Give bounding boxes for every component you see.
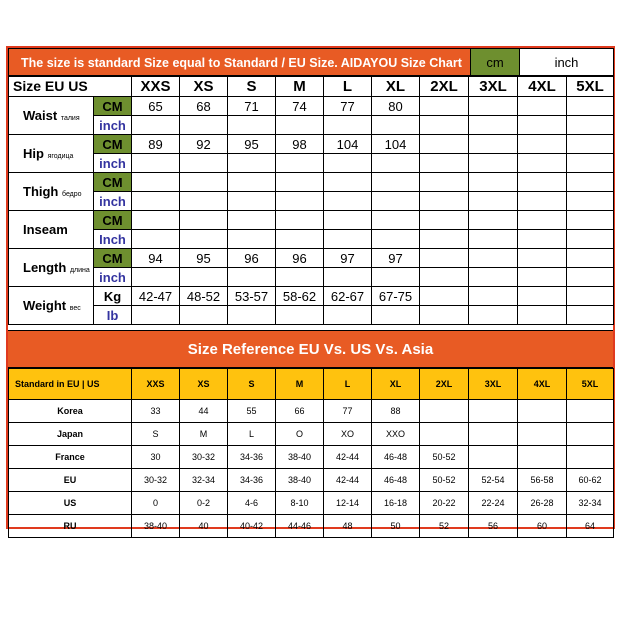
measure-name: Waist (23, 108, 58, 123)
reference-value (518, 400, 567, 423)
measure-value-empty (420, 230, 469, 249)
measure-value (228, 211, 276, 230)
reference-value (469, 423, 518, 446)
size-header-xl: XL (372, 76, 420, 97)
reference-value (469, 400, 518, 423)
country-label: Korea (9, 400, 132, 423)
measure-value: 95 (228, 135, 276, 154)
measure-value-empty (372, 192, 420, 211)
reference-value: 16-18 (372, 492, 420, 515)
reference-value: 0-2 (180, 492, 228, 515)
reference-value: O (276, 423, 324, 446)
size-header-row (9, 76, 614, 97)
measure-value-empty (228, 192, 276, 211)
measure-value-empty (276, 230, 324, 249)
measure-value (469, 97, 518, 116)
measure-row-inch (9, 192, 614, 211)
measure-value-empty (469, 154, 518, 173)
measure-row-inch (9, 116, 614, 135)
reference-value: 55 (228, 400, 276, 423)
measure-value (180, 173, 228, 192)
reference-value (420, 400, 469, 423)
reference-value (567, 423, 614, 446)
country-label: RU (9, 515, 132, 538)
measure-value: 89 (132, 135, 180, 154)
measure-value: 48-52 (180, 287, 228, 306)
measure-value-empty (228, 230, 276, 249)
measure-row-hip (9, 135, 614, 154)
reference-header-xl: XL (372, 369, 420, 400)
measure-value: 62-67 (324, 287, 372, 306)
measure-value (420, 287, 469, 306)
reference-value: 4-6 (228, 492, 276, 515)
reference-header-l: L (324, 369, 372, 400)
measure-value-empty (228, 116, 276, 135)
measure-name-ru: бедро (62, 191, 82, 198)
measure-value (518, 287, 567, 306)
measure-value-empty (420, 306, 469, 325)
reference-value: 52 (420, 515, 469, 538)
reference-value (567, 446, 614, 469)
measure-value: 74 (276, 97, 324, 116)
measure-value-empty (324, 116, 372, 135)
reference-header-3xl: 3XL (469, 369, 518, 400)
measure-value: 96 (228, 249, 276, 268)
reference-value: 60-62 (567, 469, 614, 492)
reference-value: XXO (372, 423, 420, 446)
reference-title: Size Reference EU Vs. US Vs. Asia (8, 330, 613, 368)
measure-name: Thigh (23, 184, 59, 199)
measure-value-empty (567, 192, 614, 211)
measure-value (518, 249, 567, 268)
measure-value-empty (518, 116, 567, 135)
measure-name: Hip (23, 146, 44, 161)
measure-value: 77 (324, 97, 372, 116)
measure-value-empty (518, 154, 567, 173)
measure-value: 97 (372, 249, 420, 268)
reference-value: 52-54 (469, 469, 518, 492)
measure-value (228, 173, 276, 192)
measure-value (324, 211, 372, 230)
measure-value-empty (276, 306, 324, 325)
size-table (8, 75, 614, 325)
measure-value: 94 (132, 249, 180, 268)
size-chart (6, 46, 615, 529)
measure-value: 53-57 (228, 287, 276, 306)
reference-value: S (132, 423, 180, 446)
reference-corner-label: Standard in EU | US (9, 369, 132, 400)
reference-value: 60 (518, 515, 567, 538)
measure-value-empty (132, 306, 180, 325)
country-label: Japan (9, 423, 132, 446)
unit-label-secondary: Ib (94, 306, 132, 325)
measure-value-empty (132, 192, 180, 211)
measure-value-empty (518, 230, 567, 249)
measure-value (420, 211, 469, 230)
unit-label-primary: CM (94, 135, 132, 154)
reference-value: 26-28 (518, 492, 567, 515)
unit-label-secondary: inch (94, 116, 132, 135)
measure-value-empty (132, 116, 180, 135)
chart-banner (8, 48, 614, 77)
measure-value (420, 135, 469, 154)
reference-value: 42-44 (324, 469, 372, 492)
measure-name-ru: вес (69, 305, 81, 312)
unit-label-primary: CM (94, 211, 132, 230)
unit-label-secondary: inch (94, 154, 132, 173)
measure-value-empty (372, 154, 420, 173)
reference-value: 50 (372, 515, 420, 538)
reference-value: XO (324, 423, 372, 446)
measure-value (420, 97, 469, 116)
reference-value: 50-52 (420, 469, 469, 492)
measure-value-empty (567, 306, 614, 325)
measure-value (180, 211, 228, 230)
measure-value (276, 173, 324, 192)
reference-value: 12-14 (324, 492, 372, 515)
unit-label-primary: CM (94, 173, 132, 192)
measure-name-ru: талия (60, 115, 80, 122)
measure-row-inch (9, 306, 614, 325)
measure-row-inch (9, 268, 614, 287)
reference-header-row (9, 369, 614, 400)
measure-value-empty (372, 116, 420, 135)
measure-value (567, 97, 614, 116)
measure-value-empty (276, 116, 324, 135)
reference-value: 64 (567, 515, 614, 538)
measure-value: 98 (276, 135, 324, 154)
reference-row-eu (9, 469, 614, 492)
measure-value (469, 135, 518, 154)
size-header-3xl: 3XL (469, 76, 518, 97)
measure-row-weight (9, 287, 614, 306)
measure-value-empty (132, 230, 180, 249)
measure-value-empty (324, 268, 372, 287)
reference-value: 40-42 (228, 515, 276, 538)
measure-row-inch (9, 154, 614, 173)
measure-value-empty (228, 306, 276, 325)
measure-value: 42-47 (132, 287, 180, 306)
measure-value-empty (518, 268, 567, 287)
measure-value-empty (420, 116, 469, 135)
measure-value-empty (324, 154, 372, 173)
measure-value: 67-75 (372, 287, 420, 306)
unit-label-primary: Kg (94, 287, 132, 306)
reference-value: 44-46 (276, 515, 324, 538)
reference-value: 46-48 (372, 446, 420, 469)
size-header-xxs: XXS (132, 76, 180, 97)
reference-value: 38-40 (276, 446, 324, 469)
measure-value (324, 173, 372, 192)
reference-value: 66 (276, 400, 324, 423)
reference-value: 44 (180, 400, 228, 423)
measure-name-ru: ягодица (47, 153, 74, 160)
measure-name: Inseam (23, 222, 68, 237)
measure-value-empty (276, 192, 324, 211)
reference-header-5xl: 5XL (567, 369, 614, 400)
measure-value: 80 (372, 97, 420, 116)
measure-value (518, 135, 567, 154)
reference-value: 46-48 (372, 469, 420, 492)
measure-value-empty (567, 154, 614, 173)
measure-value-empty (132, 268, 180, 287)
size-header-m: M (276, 76, 324, 97)
measure-value-empty (228, 268, 276, 287)
measure-value (567, 249, 614, 268)
measure-value-empty (518, 306, 567, 325)
measure-value (567, 287, 614, 306)
measure-row-inseam (9, 211, 614, 230)
measure-label (9, 135, 94, 173)
measure-value: 96 (276, 249, 324, 268)
reference-header-4xl: 4XL (518, 369, 567, 400)
reference-header-m: M (276, 369, 324, 400)
measure-value-empty (180, 306, 228, 325)
measure-value: 92 (180, 135, 228, 154)
reference-value: 77 (324, 400, 372, 423)
measure-value-empty (469, 116, 518, 135)
reference-value: 34-36 (228, 469, 276, 492)
reference-header-xs: XS (180, 369, 228, 400)
measure-row-waist (9, 97, 614, 116)
measure-value: 58-62 (276, 287, 324, 306)
measure-value (518, 211, 567, 230)
measure-row-length (9, 249, 614, 268)
reference-value: 38-40 (132, 515, 180, 538)
measure-value-empty (276, 154, 324, 173)
measure-value: 95 (180, 249, 228, 268)
measure-value-empty (469, 268, 518, 287)
measure-value-empty (180, 116, 228, 135)
reference-value: 30-32 (132, 469, 180, 492)
reference-value: 38-40 (276, 469, 324, 492)
reference-row-ru (9, 515, 614, 538)
size-corner-label: Size EU US (9, 76, 132, 97)
measure-value (469, 173, 518, 192)
reference-value (469, 446, 518, 469)
reference-value (518, 423, 567, 446)
measure-value-empty (372, 306, 420, 325)
measure-value: 104 (372, 135, 420, 154)
reference-row-japan (9, 423, 614, 446)
measure-value-empty (180, 230, 228, 249)
unit-label-primary: CM (94, 97, 132, 116)
measure-value-empty (228, 154, 276, 173)
unit-label-secondary: inch (94, 268, 132, 287)
measure-value (469, 287, 518, 306)
unit-cm-legend: cm (471, 49, 520, 77)
measure-value-empty (324, 192, 372, 211)
reference-value: 56-58 (518, 469, 567, 492)
reference-value: 30 (132, 446, 180, 469)
measure-value (276, 211, 324, 230)
reference-table (8, 368, 614, 538)
measure-value-empty (180, 268, 228, 287)
measure-value-empty (469, 230, 518, 249)
measure-value-empty (567, 230, 614, 249)
size-header-s: S (228, 76, 276, 97)
measure-row-inch (9, 230, 614, 249)
reference-value: 20-22 (420, 492, 469, 515)
measure-value-empty (372, 230, 420, 249)
measure-value (567, 135, 614, 154)
unit-inch-legend: inch (520, 49, 614, 77)
unit-label-primary: CM (94, 249, 132, 268)
country-label: EU (9, 469, 132, 492)
reference-header-s: S (228, 369, 276, 400)
measure-label (9, 287, 94, 325)
reference-header-xxs: XXS (132, 369, 180, 400)
reference-value: M (180, 423, 228, 446)
unit-label-secondary: inch (94, 192, 132, 211)
measure-value: 65 (132, 97, 180, 116)
country-label: US (9, 492, 132, 515)
measure-value-empty (518, 192, 567, 211)
measure-value-empty (180, 192, 228, 211)
reference-row-us (9, 492, 614, 515)
reference-value: 56 (469, 515, 518, 538)
measure-value-empty (567, 268, 614, 287)
size-header-4xl: 4XL (518, 76, 567, 97)
measure-value-empty (420, 192, 469, 211)
measure-value-empty (469, 306, 518, 325)
measure-value (372, 211, 420, 230)
reference-header-2xl: 2XL (420, 369, 469, 400)
reference-value: 32-34 (567, 492, 614, 515)
measure-value: 104 (324, 135, 372, 154)
measure-value-empty (567, 116, 614, 135)
reference-row-korea (9, 400, 614, 423)
unit-label-secondary: Inch (94, 230, 132, 249)
reference-value: 0 (132, 492, 180, 515)
reference-value: 33 (132, 400, 180, 423)
reference-value: 48 (324, 515, 372, 538)
measure-name: Weight (23, 298, 67, 313)
measure-label (9, 173, 94, 211)
reference-value: 40 (180, 515, 228, 538)
measure-value-empty (420, 268, 469, 287)
measure-value-empty (132, 154, 180, 173)
measure-label (9, 249, 94, 287)
country-label: France (9, 446, 132, 469)
reference-value: 8-10 (276, 492, 324, 515)
measure-value-empty (469, 192, 518, 211)
reference-value: L (228, 423, 276, 446)
measure-value-empty (372, 268, 420, 287)
measure-value-empty (180, 154, 228, 173)
measure-row-thigh (9, 173, 614, 192)
measure-value-empty (276, 268, 324, 287)
reference-row-france (9, 446, 614, 469)
measure-value (132, 173, 180, 192)
measure-value (518, 97, 567, 116)
reference-value: 42-44 (324, 446, 372, 469)
chart-title: The size is standard Size equal to Standard / EU Size. AIDAYOU Size Chart (9, 49, 471, 77)
measure-name: Length (23, 260, 67, 275)
reference-value: 88 (372, 400, 420, 423)
measure-value (469, 249, 518, 268)
measure-label (9, 211, 94, 249)
measure-value-empty (324, 230, 372, 249)
size-header-xs: XS (180, 76, 228, 97)
measure-value: 71 (228, 97, 276, 116)
reference-value: 50-52 (420, 446, 469, 469)
measure-value (469, 211, 518, 230)
measure-value (567, 211, 614, 230)
measure-value (420, 249, 469, 268)
measure-value: 97 (324, 249, 372, 268)
measure-value (567, 173, 614, 192)
measure-value-empty (324, 306, 372, 325)
measure-value-empty (420, 154, 469, 173)
reference-value: 32-34 (180, 469, 228, 492)
reference-value: 22-24 (469, 492, 518, 515)
measure-name-ru: длина (69, 267, 90, 274)
measure-value (372, 173, 420, 192)
size-header-5xl: 5XL (567, 76, 614, 97)
reference-value (518, 446, 567, 469)
reference-value (420, 423, 469, 446)
reference-value (567, 400, 614, 423)
measure-value (420, 173, 469, 192)
measure-value: 68 (180, 97, 228, 116)
measure-value (132, 211, 180, 230)
size-header-2xl: 2XL (420, 76, 469, 97)
measure-value (518, 173, 567, 192)
measure-label (9, 97, 94, 135)
reference-value: 30-32 (180, 446, 228, 469)
reference-value: 34-36 (228, 446, 276, 469)
size-header-l: L (324, 76, 372, 97)
